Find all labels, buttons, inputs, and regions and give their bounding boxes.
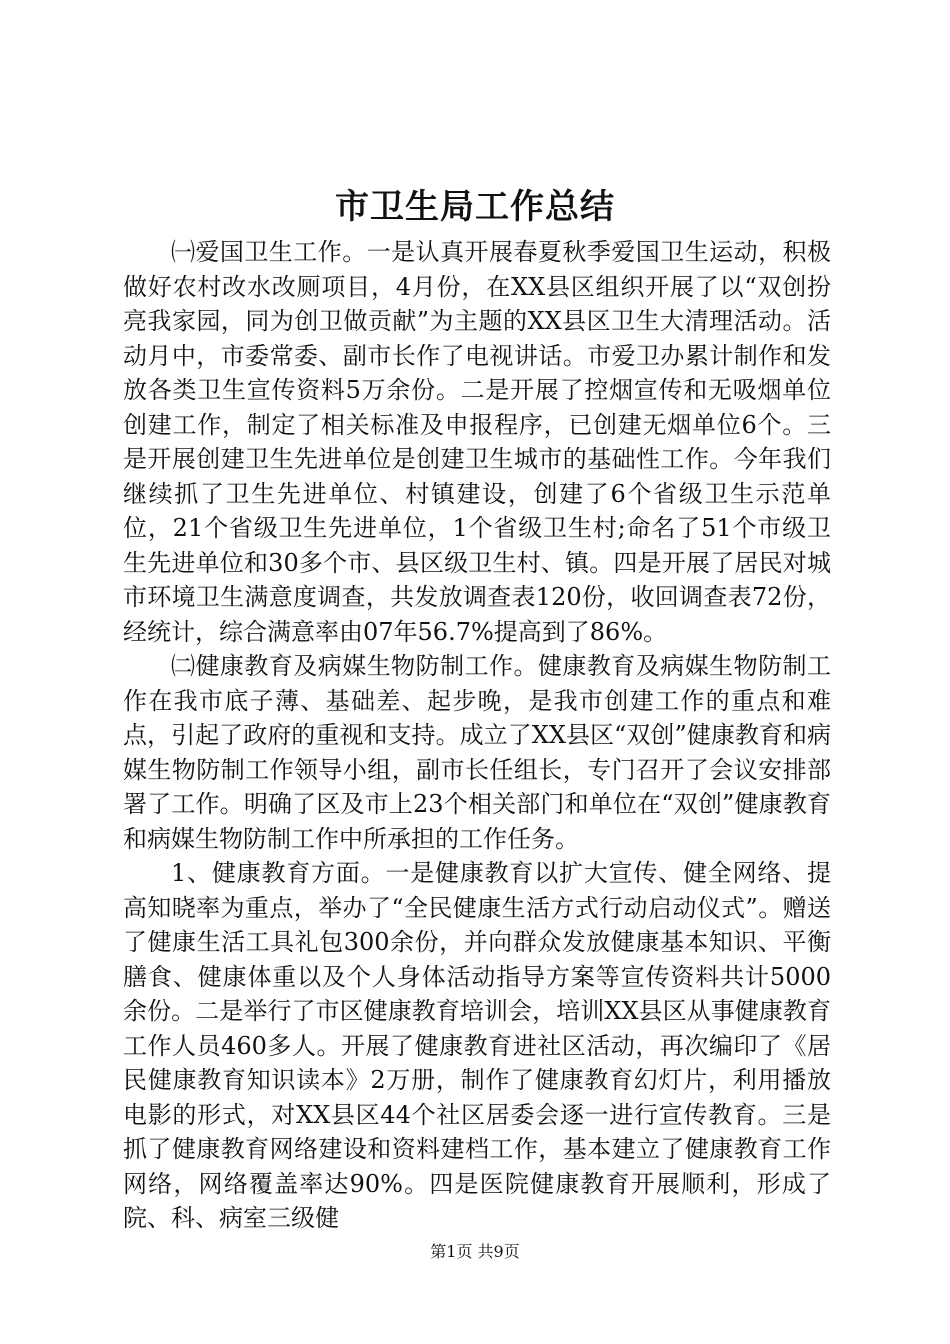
- document-title: 市卫生局工作总结: [335, 187, 615, 227]
- paragraph-patriotic-health: ㈠爱国卫生工作。一是认真开展春夏秋季爱国卫生运动，积极做好农村改水改厕项目，4月份，在XX县区组织开展了以“双创扮亮我家园，同为创卫做贡献”为主题的XX县区卫生大清理活动。活动月中，市委常委、副市长作了电视讲话。市爱卫办累计制作和发放各类卫生宣传资料5万余份。二是开展了控烟宣传和无吸烟单位创建工作，制定了相关标准及申报程序，已创建无烟单位6个。三是开展创建卫生先进单位是创建卫生城市的基础性工作。今年我们继续抓了卫生先进单位、村镇建设，创建了6个省级卫生示范单位，21个省级卫生先进单位，1个省级卫生村;命名了51个市级卫生先进单位和30多个市、县区级卫生村、镇。四是开展了居民对城市环境卫生满意度调查，共发放调查表120份，收回调查表72份，经统计，综合满意率由07年56.7%提高到了86%。: [123, 238, 831, 646]
- paragraph-health-education-aspect: 1、健康教育方面。一是健康教育以扩大宣传、健全网络、提高知晓率为重点，举办了“全民健康生活方式行动启动仪式”。赠送了健康生活工具礼包300余份，并向群众发放健康基本知识、平衡膳食、健康体重以及个人身体活动指导方案等宣传资料共计5000余份。二是举行了市区健康教育培训会，培训XX县区从事健康教育工作人员460多人。开展了健康教育进社区活动，再次编印了《居民健康教育知识读本》2万册，制作了健康教育幻灯片，利用播放电影的形式，对XX县区44个社区居委会逐一进行宣传教育。三是抓了健康教育网络建设和资料建档工作，基本建立了健康教育工作网络，网络覆盖率达90%。四是医院健康教育开展顺利，形成了院、科、病室三级健: [123, 859, 831, 1232]
- document-body: [123, 235, 831, 1236]
- paragraph-health-education-vector-control: ㈡健康教育及病媒生物防制工作。健康教育及病媒生物防制工作在我市底子薄、基础差、起步晚，是我市创建工作的重点和难点，引起了政府的重视和支持。成立了XX县区“双创”健康教育和病媒生物防制工作领导小组，副市长任组长，专门召开了会议安排部署了工作。明确了区及市上23个相关部门和单位在“双创”健康教育和病媒生物防制工作中所承担的工作任务。: [123, 652, 831, 853]
- page-footer: 第1页 共9页: [430, 1242, 520, 1261]
